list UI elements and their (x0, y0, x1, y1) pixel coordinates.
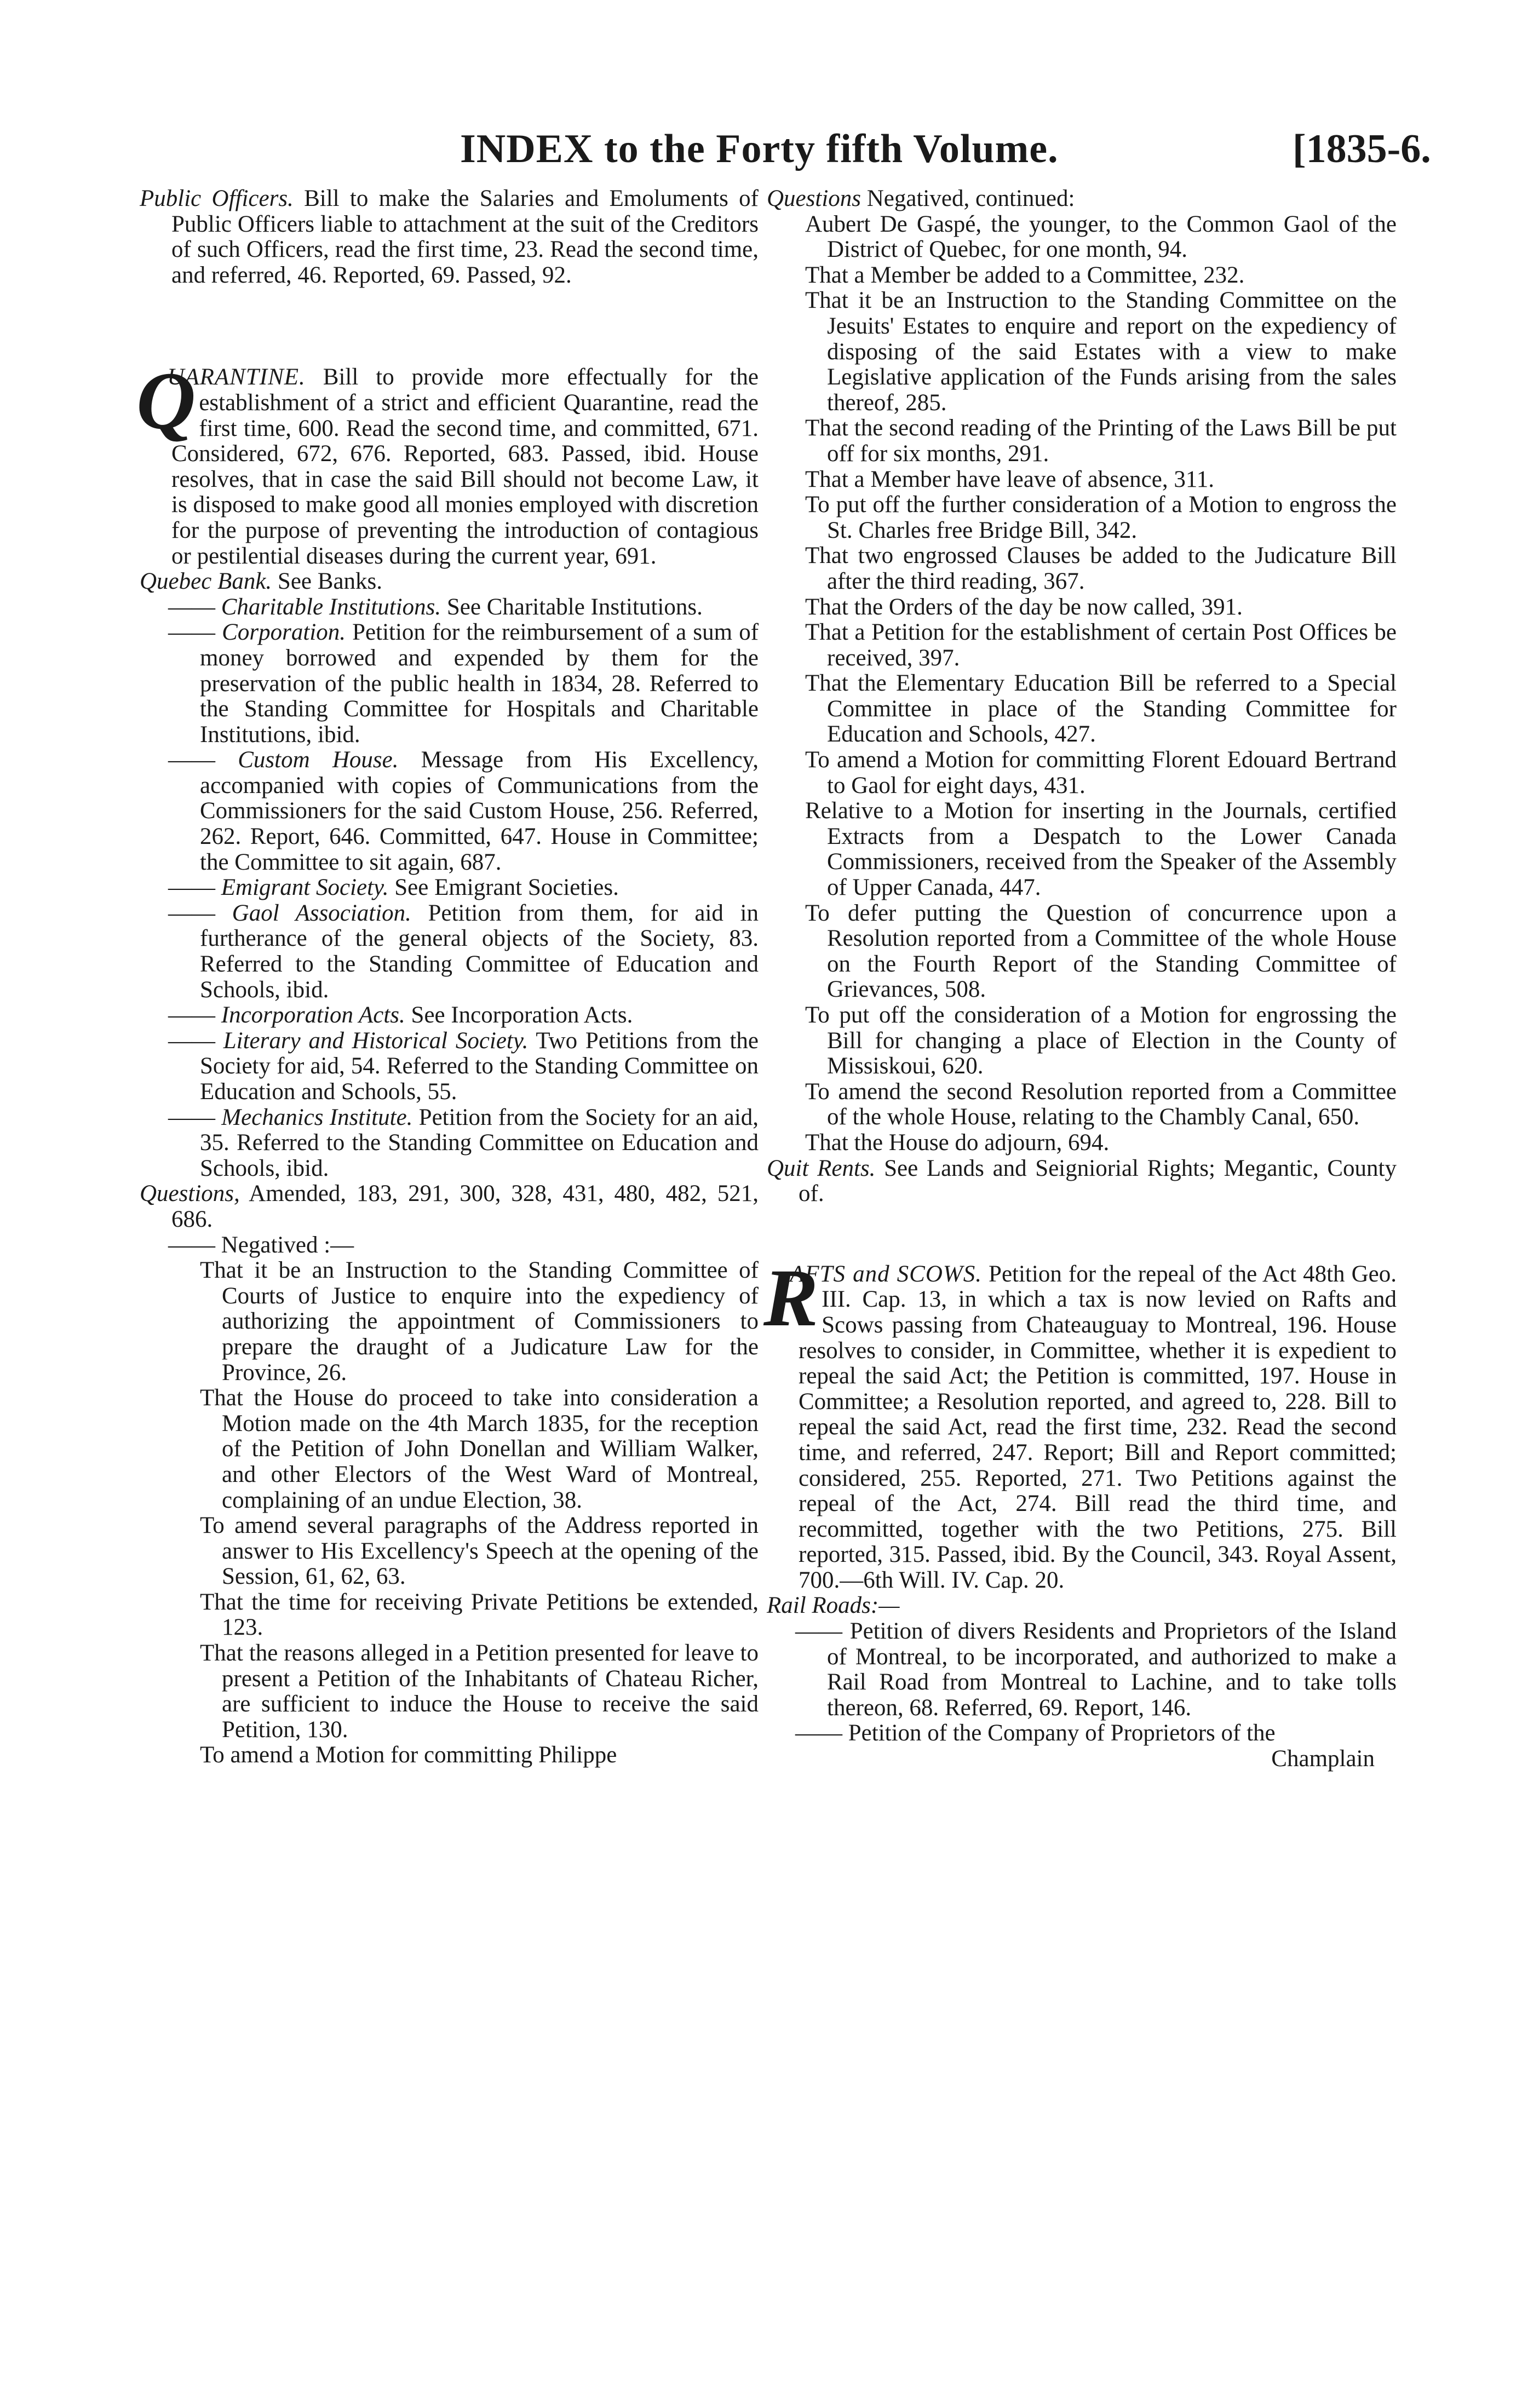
sub-label: Literary and Historical Society. (223, 1027, 529, 1054)
entry-questions-continued (767, 186, 1397, 212)
sub-entry: —— Corporation. Petition for the reimbursement of a sum of money borrowed and expended by them for the preservation of the public health in 1834, 28. Referred to the Standing Committee for Hospitals and Charitable Institutions, ibid. (168, 619, 759, 748)
sub-label: Corporation. (222, 619, 346, 646)
sub-text: Message from His Excellency, accompanied with copies of Communications from the Commissioners for the said Custom House, 256. Referred, 262. Report, 646. Committed, 647. House in Committee; the Committee to sit again, 687. (200, 747, 759, 875)
sub-text: See Charitable Institutions. (441, 594, 703, 620)
entry-head: Quebec Bank. (140, 568, 272, 595)
negatived-item: That the second reading of the Printing of the Laws Bill be put off for six months, 291. (805, 415, 1397, 467)
sub-text: See Incorporation Acts. (405, 1002, 633, 1028)
entry-rafts (763, 1252, 1397, 1594)
entry-text: Bill to provide more effectually for the establishment of a strict and efficient Quarantine, read the first time, 600. Read the second time, and committed, 671. Considered, 672, 676. Reported, 683. Passed, ibid. House resolves, that in case the said Bill should not become Law, it is disposed to make good all monies employed with discretion for the purpose of preventing the introduction of contagious or pestilential diseases during the current year, 691. (171, 364, 759, 569)
sub-label: Custom House. (238, 747, 399, 773)
entry-text: Negatived, continued: (861, 186, 1075, 211)
sub-label: Emigrant Society. (221, 875, 389, 901)
negatived-item: To amend several paragraphs of the Address reported in answer to His Excellency's Speech at the opening of the Session, 61, 62, 63. (200, 1513, 759, 1590)
entry-head: Rail Roads:— (767, 1593, 900, 1619)
entry-head: Questions, (140, 1181, 240, 1207)
negatived-item: Relative to a Motion for inserting in the Journals, certified Extracts from a Despatch to the Lower Canada Commissioners, received from the Speaker of the Assembly of Upper Canada, 447. (805, 798, 1397, 901)
negatived-item: That the reasons alleged in a Petition presented for leave to present a Petition of the Inhabitants of Chateau Richer, are sufficient to induce the House to receive the said Petition, 130. (200, 1640, 759, 1743)
sub-entry: —— Literary and Historical Society. Two Petitions from the Society for aid, 54. Referred to the Standing Committee on Education and Schools, 55. (168, 1027, 759, 1105)
entry-text: Bill to make the Salaries and Emoluments of Public Officers liable to attachment at the suit of the Creditors of such Officers, read the first time, 23. Read the second time, and referred, 46. Reported, 69. Passed, 92. (171, 186, 759, 288)
page-year: [1835-6. (1293, 127, 1431, 171)
entry-head: Quit Rents. (767, 1155, 876, 1181)
entry-text: See Banks. (272, 568, 383, 595)
sub-entry-negatived: —— Negatived :— (168, 1232, 354, 1258)
sub-entry: —— Incorporation Acts. See Incorporation Acts. (168, 1002, 633, 1028)
sub-entry: —— Custom House. Message from His Excellency, accompanied with copies of Communications from the Commissioners for the said Custom House, 256. Referred, 262. Report, 646. Committed, 647. House in Committee; the Committee to sit again, 687. (168, 747, 759, 875)
left-column (136, 186, 759, 1768)
sub-label: Negatived :— (221, 1232, 354, 1258)
sub-entry: —— Petition of the Company of Proprietors of the (795, 1720, 1276, 1746)
page-header (0, 126, 1522, 192)
entry-head: UARANTINE. (167, 364, 306, 390)
drop-cap: Q (136, 355, 196, 447)
sub-text: Petition from the Society for an aid, 35. Referred to the Standing Committee on Education and Schools, ibid. (200, 1104, 759, 1181)
negatived-item: That two engrossed Clauses be added to the Judicature Bill after the third reading, 367. (805, 543, 1397, 594)
entry-head: Public Officers. (140, 186, 294, 211)
negatived-item: To amend a Motion for committing Philippe (200, 1742, 617, 1768)
negatived-item: That it be an Instruction to the Standing Committee of Courts of Justice to enquire into the expediency of authorizing the appointment of Commissioners to prepare the draught of a Judicature Law for the Province, 26. (200, 1257, 759, 1386)
sub-label: Gaol Association. (232, 900, 411, 926)
negatived-item: That the Orders of the day be now called, 391. (805, 594, 1243, 620)
sub-label: Charitable Institutions. (221, 594, 441, 620)
negatived-item: That the Elementary Education Bill be referred to a Special Committee in place of the Standing Committee for Education and Schools, 427. (805, 670, 1397, 748)
sub-entry: —— Emigrant Society. See Emigrant Societies. (168, 875, 619, 901)
negatived-item: That it be an Instruction to the Standing Committee on the Jesuits' Estates to enquire and report on the expediency of disposing of the said Estates with a view to make Legislative application of the Funds arising from the sales thereof, 285. (805, 288, 1397, 416)
entry-public-officers (140, 186, 759, 288)
sub-text: See Emigrant Societies. (388, 875, 619, 901)
sub-entry: —— Charitable Institutions. See Charitable Institutions. (168, 594, 703, 620)
catchword: Champlain (1271, 1746, 1375, 1772)
negatived-item: To amend a Motion for committing Florent Edouard Bertrand to Gaol for eight days, 431. (805, 747, 1397, 798)
sub-text: Petition of the Company of Proprietors of the (848, 1720, 1276, 1746)
entry-text: See Lands and Seigniorial Rights; Megantic, County of. (799, 1155, 1397, 1207)
negatived-item: To amend the second Resolution reported from a Committee of the whole House, relating to the Chambly Canal, 650. (805, 1078, 1397, 1130)
negatived-item: To put off the consideration of a Motion for engrossing the Bill for changing a place of Election in the County of Missiskoui, 620. (805, 1002, 1397, 1079)
negatived-item: That the House do proceed to take into consideration a Motion made on the 4th March 1835, for the reception of the Petition of John Donellan and William Walker, and other Electors of the West Ward of Montreal, complaining of an undue Election, 38. (200, 1385, 759, 1513)
sub-entry: —— Gaol Association. Petition from them, for aid in furtherance of the general objects of the Society, 83. Referred to the Standing Committee of Education and Schools, ibid. (168, 900, 759, 1003)
sub-label: Incorporation Acts. (221, 1002, 405, 1028)
negatived-item: That a Petition for the establishment of certain Post Offices be received, 397. (805, 619, 1397, 671)
sub-entry: —— Mechanics Institute. Petition from the Society for an aid, 35. Referred to the Standing Committee on Education and Schools, ibid. (168, 1104, 759, 1181)
entry-head: AFTS and SCOWS. (790, 1261, 982, 1287)
drop-cap: R (763, 1252, 819, 1343)
sub-entry: —— Petition of divers Residents and Proprietors of the Island of Montreal, to be incorporated, and authorized to make a Rail Road from Montreal to Lachine, and to take tolls thereon, 68. Referred, 69. Report, 146. (795, 1618, 1397, 1721)
negatived-item: To put off the further consideration of a Motion to engross the St. Charles free Bridge Bill, 342. (805, 492, 1397, 543)
negatived-item: That a Member have leave of absence, 311. (805, 466, 1214, 492)
sub-label: Mechanics Institute. (221, 1104, 413, 1130)
entry-quarantine (136, 355, 759, 569)
sub-text: Petition for the reimbursement of a sum of money borrowed and expended by them for the preservation of the public health in 1834, 28. Referred to the Standing Committee for Hospitals and Charitable Institutions, ibid. (200, 619, 759, 748)
entry-quebec-bank (140, 569, 759, 595)
sub-text: Two Petitions from the Society for aid, 54. Referred to the Standing Committee on Education and Schools, 55. (200, 1027, 759, 1105)
entry-questions (140, 1181, 759, 1232)
right-column (763, 186, 1397, 1772)
sub-text: Petition from them, for aid in furtherance of the general objects of the Society, 83. Referred to the Standing Committee of Education and Schools, ibid. (200, 900, 759, 1003)
negatived-item: To defer putting the Question of concurrence upon a Resolution reported from a Committee of the whole House on the Fourth Report of the Standing Committee of Grievances, 508. (805, 900, 1397, 1003)
entry-head: Questions (767, 186, 861, 211)
entry-text: Petition for the repeal of the Act 48th Geo. III. Cap. 13, in which a tax is now levied on Rafts and Scows passing from Chateauguay to Montreal, 196. House resolves to consider, in Committee, whether it is expedient to repeal the said Act; the Petition is committed, 197. House in Committee; a Resolution reported, and agreed to, 228. Bill to repeal the said Act, read the first time, 232. Read the second time, and referred, 247. Report; Bill and Report committed; considered, 255. Reported, 271. Two Petitions against the repeal of the Act, 274. Bill read the third time, and recommitted, together with the two Petitions, 275. Bill reported, 315. Passed, ibid. By the Council, 343. Royal Assent, 700.—6th Will. IV. Cap. 20. (799, 1261, 1397, 1593)
negatived-item: That the House do adjourn, 694. (805, 1129, 1110, 1156)
entry-quit-rents (767, 1156, 1397, 1207)
negatived-item: That a Member be added to a Committee, 232. (805, 262, 1245, 288)
sub-text: Petition of divers Residents and Proprietors of the Island of Montreal, to be incorporated, and authorized to make a Rail Road from Montreal to Lachine, and to take tolls thereon, 68. Referred, 69. Report, 146. (827, 1618, 1397, 1721)
page-title: INDEX to the Forty fifth Volume. (460, 127, 1059, 171)
negatived-item: Aubert De Gaspé, the younger, to the Common Gaol of the District of Quebec, for one month, 94. (805, 211, 1397, 263)
entry-text: Amended, 183, 291, 300, 328, 431, 480, 482, 521, 686. (171, 1181, 759, 1232)
negatived-item: That the time for receiving Private Petitions be extended, 123. (200, 1589, 759, 1641)
entry-rail-roads (767, 1593, 1397, 1619)
